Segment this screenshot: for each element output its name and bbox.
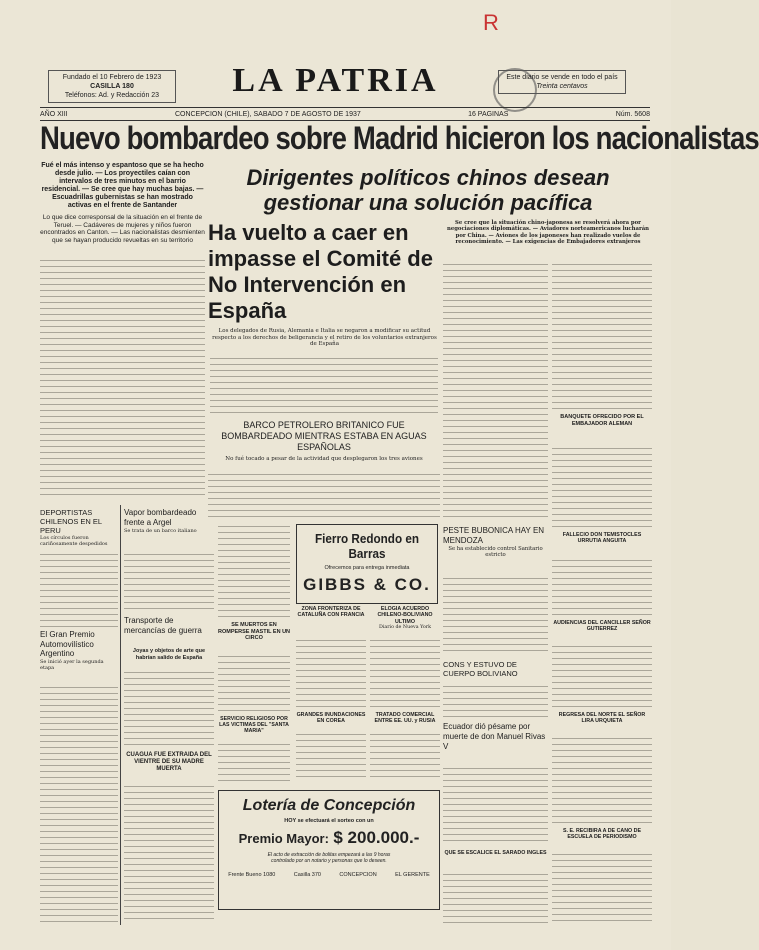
ear-right-line1: Este diario se vende en todo el país xyxy=(506,74,618,81)
ecuador-body xyxy=(443,766,548,846)
muertos-body xyxy=(218,654,290,714)
muertos-headline: SE MUERTOS EN ROMPERSE MASTIL EN UN CIRCO xyxy=(218,622,291,641)
servicio-block xyxy=(218,716,290,740)
ad-lottery-footer-address: Frente Bueno 1080 xyxy=(228,872,276,878)
committee-sub: Los delegados de Rusia, Alemania e Italia se negaron a modificar su actitud respecto a los derechos de beligerancia y el retiro de los voluntarios extranjeros de España xyxy=(212,328,437,347)
ear-right-box xyxy=(498,70,626,94)
audiencias-block xyxy=(552,620,652,642)
audiencias-headline: AUDIENCIAS DEL CANCILLER SEÑOR GUTIERREZ xyxy=(553,620,651,633)
elogia-block xyxy=(370,606,440,636)
tratado-headline: TRATADO COMERCIAL ENTRE EE. UU. y RUSIA xyxy=(374,712,436,725)
tanker-sub: No fué tocado a pesar de la actividad que desplegaron los tres aviones xyxy=(225,456,423,462)
ear-left-line3: Teléfonos: Ad. y Redacción 23 xyxy=(64,92,160,99)
ad-lottery-prize: $ 200.000.- xyxy=(333,828,420,847)
tanker-col-body xyxy=(218,524,290,620)
ad-iron-bars xyxy=(296,524,438,604)
recibira-block xyxy=(552,828,652,850)
fallecio-block xyxy=(552,532,652,556)
ad-iron-subtitle: Ofrecemos para entrega inmediata xyxy=(324,565,410,571)
china-headline: Dirigentes políticos chinos desean gestionar una solución pacífica xyxy=(246,165,610,215)
recibira-headline: S. E. RECIBIRA A DE CANO DE ESCUELA DE PERIODISMO xyxy=(563,828,641,841)
ear-left-line1: Fundado el 10 Febrero de 1923 xyxy=(62,74,162,81)
peste-headline: PESTE BUBONICA HAY EN MENDOZA xyxy=(443,526,545,545)
ad-lottery-line1: HOY se efectuará el sorteo con un xyxy=(284,818,374,824)
premio-body xyxy=(40,685,118,925)
china-sub-block xyxy=(443,220,653,260)
peste-sub: Se ha establecido control Sanitario estricto xyxy=(448,546,543,559)
tanker-headline: BARCO PETROLERO BRITANICO FUE BOMBARDEADO MIENTRAS ESTABA EN AGUAS ESPAÑOLAS xyxy=(221,420,427,452)
ad-lottery-footer xyxy=(219,872,439,878)
lead-left-block xyxy=(40,162,205,250)
committee-headline: Ha vuelto a caer en impasse el Comité de No Intervención en España xyxy=(208,220,433,323)
deportistas-sub: Los círculos fueron cariñosamente despedidos xyxy=(40,535,108,547)
ad-lottery-footer-manager: EL GERENTE xyxy=(395,872,430,878)
china-body xyxy=(443,262,548,522)
ad-lottery-footer-city: CONCEPCION xyxy=(339,872,377,878)
joyas-block xyxy=(124,648,214,668)
servicio-body xyxy=(218,742,290,782)
vapor-block xyxy=(124,508,214,548)
ingles-block xyxy=(443,850,548,870)
banquete-body xyxy=(552,446,652,530)
ear-right-line2: Treinta centavos xyxy=(536,83,588,90)
ecuador-block xyxy=(443,722,548,762)
tanker-headline-block xyxy=(208,420,440,470)
premio-block xyxy=(40,630,118,682)
red-pencil-mark: R xyxy=(483,10,499,35)
ecuador-headline: Ecuador dió pésame por muerte de don Manuel Rivas V xyxy=(443,722,546,751)
committee-body xyxy=(210,356,438,418)
ad-lottery-prize-label: Premio Mayor: xyxy=(238,831,329,846)
cons-block xyxy=(443,660,548,682)
banquete-block xyxy=(552,414,652,444)
committee-headline-block xyxy=(208,220,438,326)
regresa-block xyxy=(552,712,652,734)
cons-body xyxy=(443,684,548,720)
committee-sub-block xyxy=(212,328,437,354)
issue-year: AÑO XIII xyxy=(40,110,68,118)
zona-headline: ZONA FRONTERIZA DE CATALUÑA CON FRANCIA xyxy=(297,606,365,619)
ingles-headline: QUE SE ESCALICE EL SARADO INGLES xyxy=(444,850,547,856)
regresa-headline: REGRESA DEL NORTE EL SEÑOR LIRA URQUIETA xyxy=(558,712,646,725)
joyas-headline: Joyas y objetos de arte que habrían salido de España xyxy=(132,648,206,661)
premio-sub: Se inició ayer la segunda etapa xyxy=(40,658,104,671)
lead-left-body xyxy=(40,258,205,498)
transporte-block xyxy=(124,616,214,646)
main-headline: Nuevo bombardeo sobre Madrid hicieron los nacionalistas xyxy=(40,120,759,156)
recibira-body xyxy=(552,852,652,924)
ad-lottery-line3: controlado por un notario y personas que lo deseen. xyxy=(271,858,387,864)
zona-body xyxy=(296,638,366,708)
regresa-body xyxy=(552,736,652,826)
deportistas-block xyxy=(40,508,118,548)
page-count: 16 PAGINAS xyxy=(468,110,509,118)
audiencias-body xyxy=(552,644,652,710)
vapor-body xyxy=(124,552,214,614)
lead-left-summary: Fué el más intenso y espantoso que se ha hecho desde julio. — Los proyectiles caían con intervalos de tres minutos en el barrio residencial. — Se cree que hay muchas bajas. — Escuadrillas gubernistas se han mostrado activas en el frente de Santander xyxy=(41,162,204,209)
joyas-body xyxy=(124,670,214,750)
issue-date: CONCEPCION (CHILE), SABADO 7 DE AGOSTO DE 1937 xyxy=(174,110,361,118)
inundaciones-body xyxy=(296,732,366,782)
peste-block xyxy=(443,526,548,574)
premio-headline: El Gran Premio Automovilístico Argentino xyxy=(40,630,95,658)
ad-lottery-line2: El acto de extracción de bolitas empezará a las 9 horas xyxy=(267,852,391,858)
servicio-headline: SERVICIO RELIGIOSO POR LAS VICTIMAS DEL "SANTA MARIA" xyxy=(219,716,289,735)
transporte-headline: Transporte de mercancías de guerra xyxy=(124,616,202,635)
vapor-headline: Vapor bombardeado frente a Argel xyxy=(124,508,197,527)
ad-iron-company: GIBBS & CO. xyxy=(303,575,431,594)
tratado-block xyxy=(370,712,440,730)
guagua-block xyxy=(124,752,214,782)
ad-lottery xyxy=(218,790,440,910)
ad-lottery-footer-box: Casilla 370 xyxy=(293,872,321,878)
zona-block xyxy=(296,606,366,636)
column-rule-left xyxy=(120,505,121,925)
vapor-sub: Se trata de un barco italiano xyxy=(124,528,197,534)
issue-number: Núm. 5608 xyxy=(615,110,650,118)
guagua-body xyxy=(124,784,214,924)
muertos-block xyxy=(218,622,290,652)
cons-headline: CONS Y ESTUVO DE CUERPO BOLIVIANO xyxy=(443,660,518,678)
ad-iron-title: Fierro Redondo en Barras xyxy=(314,531,420,561)
lead-left-summary-2: Lo que dice corresponsal de la situación en el frente de Teruel. — Cadáveres de mujeres y niños fueron encontrados en Canton. — Las nacionalistas desmienten que se hayan producido revueltas en su territorio xyxy=(40,214,205,244)
inundaciones-block xyxy=(296,712,366,730)
elogia-body xyxy=(370,638,440,708)
elogia-headline: ELOGIA ACUERDO CHILENO-BOLIVIANO ULTIMO xyxy=(377,606,433,625)
deportistas-body xyxy=(40,552,118,627)
ad-lottery-title: Lotería de Concepción xyxy=(242,797,416,814)
inundaciones-headline: GRANDES INUNDACIONES EN COREA xyxy=(296,712,366,725)
deportistas-headline: DEPORTISTAS CHILENOS EN EL PERU xyxy=(40,508,102,535)
elogia-sub: Diario de Nueva York xyxy=(379,624,431,630)
banquete-headline: BANQUETE OFRECIDO POR EL EMBAJADOR ALEMAN xyxy=(560,414,644,427)
fallecio-body xyxy=(552,558,652,618)
tanker-body xyxy=(208,472,440,522)
ear-left-line2: CASILLA 180 xyxy=(90,83,134,90)
fallecio-headline: FALLECIO DON TEMISTOCLES URRUTIA ANGUITA xyxy=(562,532,642,545)
china-sub: Se cree que la situación chino-japonesa se resolverá ahora por negociaciones diplomáticas. — Aviadores norteamericanos lucharán por China. — Aviones de los japoneses han realizado vuelos de reconocimiento. — Las exigencias de Embajadores extranjeros xyxy=(446,220,650,245)
masthead-title: LA PATRIA xyxy=(232,62,439,99)
guagua-headline: CUAGUA FUE EXTRAIDA DEL VIENTRE DE SU MADRE MUERTA xyxy=(126,752,212,772)
ingles-body xyxy=(443,872,548,924)
dateline-bar xyxy=(40,107,650,121)
tratado-body xyxy=(370,732,440,782)
peste-body xyxy=(443,576,548,656)
china-headline-block xyxy=(208,165,648,217)
ad-lottery-prize-row xyxy=(219,828,439,848)
china-body-2 xyxy=(552,262,652,412)
